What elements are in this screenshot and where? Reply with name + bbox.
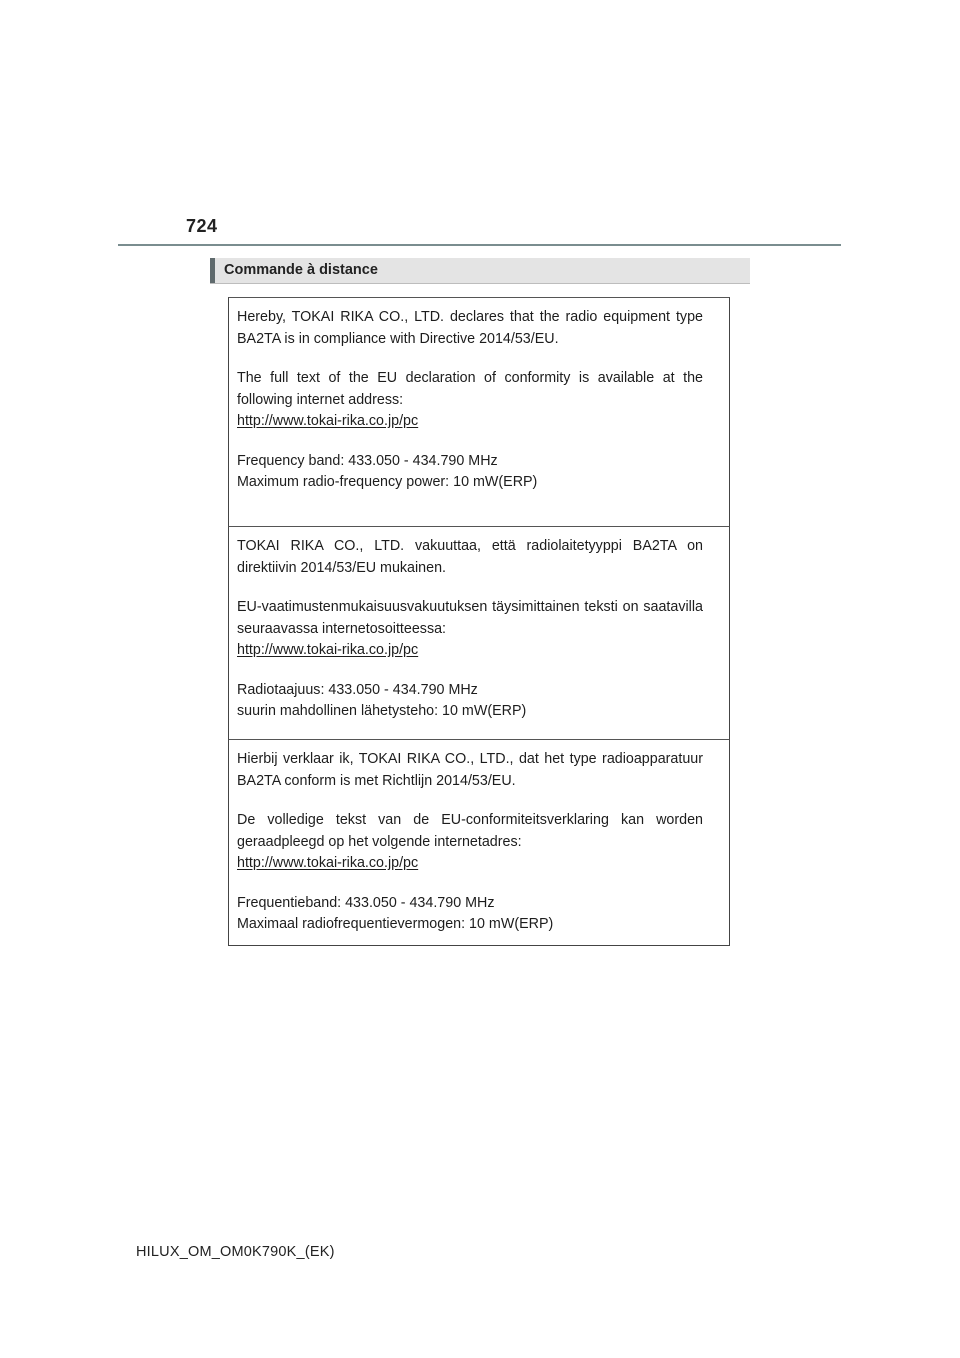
footer-document-id: HILUX_OM_OM0K790K_(EK)	[136, 1244, 335, 1260]
declaration-box-english	[228, 297, 730, 527]
declaration-statement: Hierbij verklaar ik, TOKAI RIKA CO., LTD., dat het type radioapparatuur BA2TA conform is met Richtlijn 2014/53/EU.	[237, 751, 703, 789]
declaration-url-link[interactable]: http://www.tokai-rika.co.jp/pc	[237, 413, 419, 429]
declaration-availability: The full text of the EU declaration of conformity is available at the following internet address:	[237, 370, 703, 408]
declaration-radio-specs	[237, 680, 703, 723]
max-power: Maximaal radiofrequentievermogen: 10 mW(ERP)	[237, 916, 554, 932]
section-title: Commande à distance	[224, 262, 378, 278]
page-number: 724	[186, 216, 218, 236]
declaration-statement: TOKAI RIKA CO., LTD. vakuuttaa, että radiolaitetyyppi BA2TA on direktiivin 2014/53/EU mukainen.	[237, 538, 703, 576]
frequency-band: Frequentieband: 433.050 - 434.790 MHz	[237, 894, 495, 911]
section-accent-bar	[210, 258, 215, 283]
declaration-radio-specs	[237, 893, 703, 936]
max-power: Maximum radio-frequency power: 10 mW(ERP)	[237, 474, 538, 490]
frequency-band: Radiotaajuus: 433.050 - 434.790 MHz	[237, 681, 478, 698]
declaration-box-dutch	[228, 739, 730, 946]
header-rule	[118, 244, 841, 246]
declaration-url-link[interactable]: http://www.tokai-rika.co.jp/pc	[237, 642, 419, 658]
declaration-availability-paragraph	[237, 597, 703, 662]
declaration-statement: Hereby, TOKAI RIKA CO., LTD. declares that the radio equipment type BA2TA is in compliance with Directive 2014/53/EU.	[237, 309, 703, 347]
declaration-radio-specs	[237, 451, 703, 494]
frequency-band: Frequency band: 433.050 - 434.790 MHz	[237, 452, 498, 469]
declaration-availability: De volledige tekst van de EU-conformiteitsverklaring kan worden geraadpleegd op het volgende internetadres:	[237, 812, 703, 850]
max-power: suurin mahdollinen lähetysteho: 10 mW(ERP)	[237, 703, 527, 719]
declaration-box-finnish	[228, 526, 730, 740]
declaration-availability: EU-vaatimustenmukaisuusvakuutuksen täysimittainen teksti on saatavilla seuraavassa internetosoitteessa:	[237, 599, 703, 637]
declaration-availability-paragraph	[237, 368, 703, 433]
section-heading	[210, 258, 750, 284]
declaration-url-link[interactable]: http://www.tokai-rika.co.jp/pc	[237, 855, 419, 871]
declaration-availability-paragraph	[237, 810, 703, 875]
